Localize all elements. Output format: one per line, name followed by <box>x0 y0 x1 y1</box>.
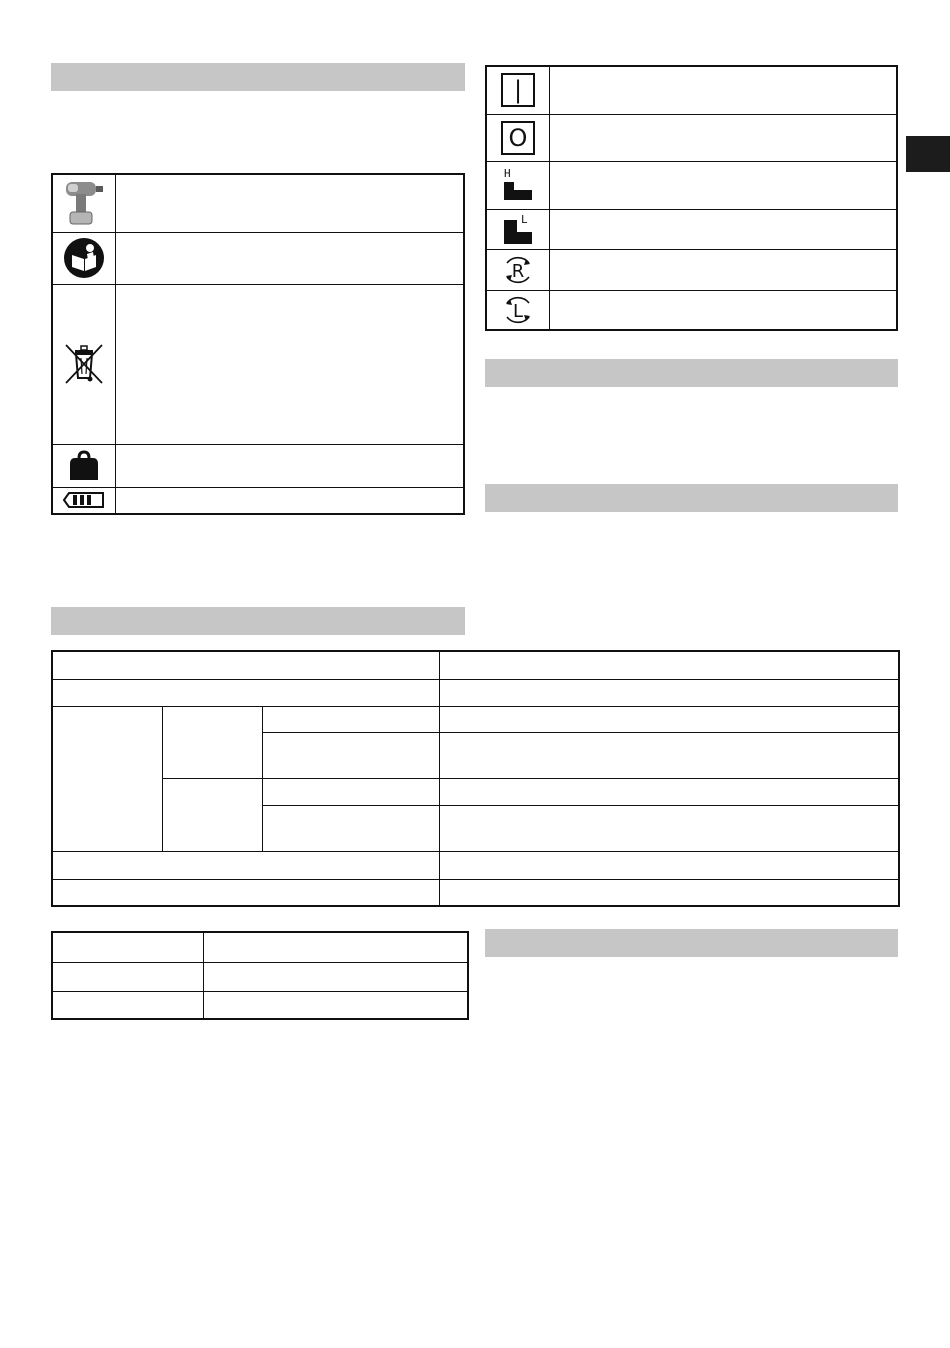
table-row <box>52 778 899 805</box>
symbol-icon-cell <box>486 66 550 114</box>
small-table-label-cell <box>52 991 203 1019</box>
language-tab[interactable] <box>906 136 950 172</box>
spec-value-cell <box>439 651 899 679</box>
symbol-row <box>486 209 897 249</box>
rotation-right-icon <box>501 253 535 287</box>
spec-label-cell <box>262 706 439 732</box>
high-speed-icon <box>501 166 535 204</box>
section-bar-1 <box>51 63 465 91</box>
spec-label-cell <box>52 879 439 906</box>
symbol-description <box>116 232 465 284</box>
spec-label-cell <box>262 732 439 778</box>
spec-value-cell <box>439 706 899 732</box>
symbol-icon-cell <box>486 114 550 161</box>
symbol-row <box>52 487 464 514</box>
symbol-description <box>116 444 465 487</box>
symbol-icon-cell <box>52 487 116 514</box>
read-manual-icon <box>63 237 105 279</box>
power-drill-icon <box>62 178 106 228</box>
symbol-description <box>116 487 465 514</box>
symbol-row <box>486 114 897 161</box>
symbol-description <box>116 174 465 232</box>
spec-group-cell <box>52 706 162 851</box>
table-row <box>52 706 899 732</box>
table-row <box>52 991 468 1019</box>
spec-value-cell <box>439 732 899 778</box>
rotation-right-letter: R <box>511 260 525 282</box>
symbol-row <box>486 66 897 114</box>
table-row <box>52 932 468 962</box>
section-bar-2 <box>485 359 898 387</box>
table-row <box>52 962 468 991</box>
small-table-label-cell <box>52 932 203 962</box>
spec-value-cell <box>439 679 899 706</box>
symbol-icon-cell <box>52 444 116 487</box>
spec-value-cell <box>439 805 899 851</box>
spec-value-cell <box>439 879 899 906</box>
symbol-description <box>550 290 898 330</box>
symbol-table-right <box>485 65 898 331</box>
weight-icon <box>69 450 99 482</box>
section-bar-5 <box>485 929 898 957</box>
symbol-description <box>550 161 898 209</box>
table-row <box>52 851 899 879</box>
small-table-value-cell <box>203 991 468 1019</box>
symbol-row <box>52 174 464 232</box>
symbol-row <box>486 161 897 209</box>
table-row <box>52 879 899 906</box>
symbol-description <box>550 209 898 249</box>
symbol-row <box>52 232 464 284</box>
symbol-row <box>52 444 464 487</box>
rotation-left-letter: L <box>512 300 524 322</box>
symbol-description <box>550 249 898 290</box>
spec-label-cell <box>52 851 439 879</box>
symbol-icon-cell <box>486 249 550 290</box>
small-table <box>51 931 469 1020</box>
switch-off-icon: O <box>501 121 535 155</box>
specifications-table <box>51 650 900 907</box>
symbol-description <box>550 114 898 161</box>
symbol-icon-cell <box>486 209 550 249</box>
symbol-icon-cell <box>52 284 116 444</box>
crossed-out-wheelie-bin-icon <box>63 342 105 386</box>
symbol-description <box>116 284 465 444</box>
table-row <box>52 651 899 679</box>
section-bar-4 <box>51 607 465 635</box>
spec-value-cell <box>439 778 899 805</box>
battery-charge-level-icon <box>63 491 105 509</box>
low-speed-icon <box>501 212 535 246</box>
symbol-row <box>486 249 897 290</box>
symbol-icon-cell <box>486 161 550 209</box>
symbol-row <box>52 284 464 444</box>
symbol-table-left <box>51 173 465 515</box>
switch-on-icon: | <box>501 73 535 107</box>
symbol-icon-cell <box>52 174 116 232</box>
spec-label-cell <box>52 679 439 706</box>
spec-value-cell <box>439 851 899 879</box>
symbol-description <box>550 66 898 114</box>
spec-subgroup-cell <box>162 706 262 778</box>
spec-label-cell <box>262 778 439 805</box>
symbol-icon-cell <box>486 290 550 330</box>
rotation-left-icon <box>501 293 535 327</box>
spec-label-cell <box>262 805 439 851</box>
small-table-value-cell <box>203 932 468 962</box>
section-bar-3 <box>485 484 898 512</box>
small-table-label-cell <box>52 962 203 991</box>
spec-label-cell <box>52 651 439 679</box>
high-speed-letter: H <box>504 167 511 180</box>
table-row <box>52 679 899 706</box>
small-table-value-cell <box>203 962 468 991</box>
spec-subgroup-cell <box>162 778 262 851</box>
symbol-row <box>486 290 897 330</box>
symbol-icon-cell <box>52 232 116 284</box>
low-speed-letter: L <box>521 213 528 226</box>
